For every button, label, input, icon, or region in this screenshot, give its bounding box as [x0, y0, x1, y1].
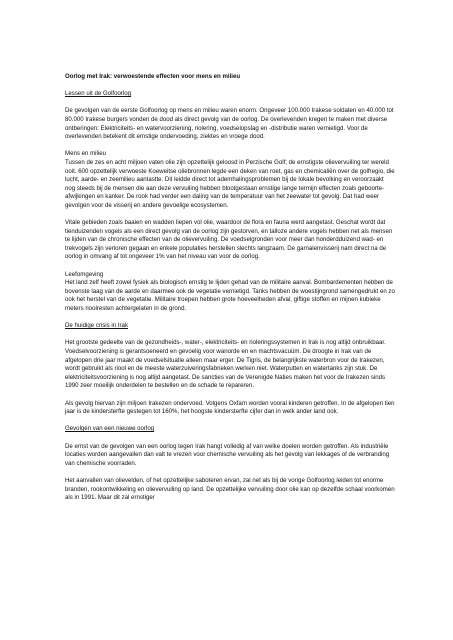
section-heading-current-crisis: De huidige crisis in Irak: [65, 322, 128, 330]
paragraph: Het land zelf heeft zowel fysiek als biologisch ernstig te lijden gehad van de militaire aanval. Bombardementen hebben de bovenste laag van de aarde en daarmee ook de vegetatie vernietigd. Tanks hebben de woestijngrond samengedrukt en zo ook het herstel van de vegetatie. Militaire troepen hebben grote hoeveelheden afval, giftige stoffen en mijnen kubieke meters rioolresten achtergelaten in de grond.: [65, 279, 395, 313]
paragraph: Het aanvallen van olievelden, of het opzettelijke saboteren ervan, zal net als bij de vorige Golfoorlog leiden tot enorme branden, rookontwikkeling en olievervuiling op land. De opzettelijke vervuiling door olie kan op dezelfde schaal voorkomen als in 1991. Maar dit zal ernstiger: [65, 476, 395, 502]
section-heading-people-environment: Mens en milieu: [65, 150, 106, 158]
paragraph: Tussen de zes en acht miljoen vaten olie zijn opzettelijk geloosd in Perzische Golf; de ernstigste olievervuiling ter wereld ooit. 600 opzettelijk verwoeste Koeweitse oliebronnen legde een deken van roet, gas en chemicaliën over de golfregio, die lucht, aarde- en zeemilieu aantastte. Dit leidde direct tot ademhalingsproblemen bij de lokale bevolking en veroorzaakt nog steeds bij de mensen die aan deze vervuiling hebben blootgestaan ernstige lange termijn effecten zoals geboorte-afwijkingen en kanker. De rook had verder een daling van de temperatuur van het zeewater tot gevolg. Dat had weer gevolgen voor de visserij en andere gevoelige ecosystemen.: [65, 158, 395, 209]
paragraph: Als gevolg hiervan zijn miljoen Irakezen ondervoed. Volgens Oxfam worden vooral kinderen getroffen. In de afgelopen tien jaar is de kindersterfte gestegen tot 160%, het hoogste kindersterfte cijfer dan in welk ander land ook.: [65, 399, 395, 416]
paragraph: De ernst van de gevolgen van een oorlog tegen Irak hangt volledig af van welke doelen worden getroffen. Als industriële locaties worden aangevallen dan valt te vrezen voor chemische vervuiling als het gevolg van lekkages of de verbranding van chemische voorraden.: [65, 442, 390, 467]
section-heading-living-environment: Leefomgeving: [65, 270, 104, 278]
section-heading-lessons: Lessen uit de Golfoorlog: [65, 90, 132, 98]
paragraph: De gevolgen van de eerste Golfoorlog op mens en milieu waren enorm. Ongeveer 100.000 Irakese soldaten en 40.000 tot 80.000 Irakese burgers vonden de dood als direct gevolg van de oorlog. De overlevenden kregen te maken met diverse ontberingen: Elektriciteits- en watervoorziening, riolering, voedselopslag en -distributie waren vernietigd. Voor de overlevenden betekent dit ernstige ondervoeding, ziektes en vroege dood.: [65, 107, 394, 141]
section-heading-new-war: Gevolgen van een nieuwe oorlog: [65, 425, 155, 433]
document-title: Oorlog met Irak: verwoestende effecten voor mens en milieu: [65, 73, 241, 80]
paragraph: Vitale gebieden zoals baaien en wadden liepen vol olie, waardoor de flora en fauna werd aangetast. Geschat wordt dat tienduizenden vogels als een direct gevolg van de oorlog zijn gestorven, en talloze andere vogels hebben net als mensen te lijden van de chronische effecten van de olievervuiling. De voedselgronden voor meer dan honderdduizend wad- en trekvogels zijn verloren gegaan en enkele populaties herstellen slechts langzaam. De garnalenvisserij nam direct na de oorlog in omvang af tot ongeveer 1% van het niveau van voor de oorlog.: [65, 219, 393, 261]
document-page: [65, 73, 395, 511]
paragraph: Het grootste gedeelte van de gezondheids-, water-, elektriciteits- en rioleringssystemen in Irak is nog altijd onbruikbaar. Voedselvoorziening is gerantsoeneerd en gevoelig voor wanorde en en machtsvacuüm. De droogte in Irak van de afgelopen drie jaar maakt de voedselsituatie alleen maar erger. De Tigris, de belangrijkste waterbron voor de Irakezen, wordt gebruikt als riool en de meeste waterzuiveringsfabrieken werken niet. Waterputten en watertanks zijn stuk. De elektriciteitsvoorziening is nog altijd aangetast. De sancties van de Verenigde Naties maken het voor de Irakezen sinds 1990 zeer moeilijk onderdelen te bestellen en de schade te repareren.: [65, 339, 386, 390]
